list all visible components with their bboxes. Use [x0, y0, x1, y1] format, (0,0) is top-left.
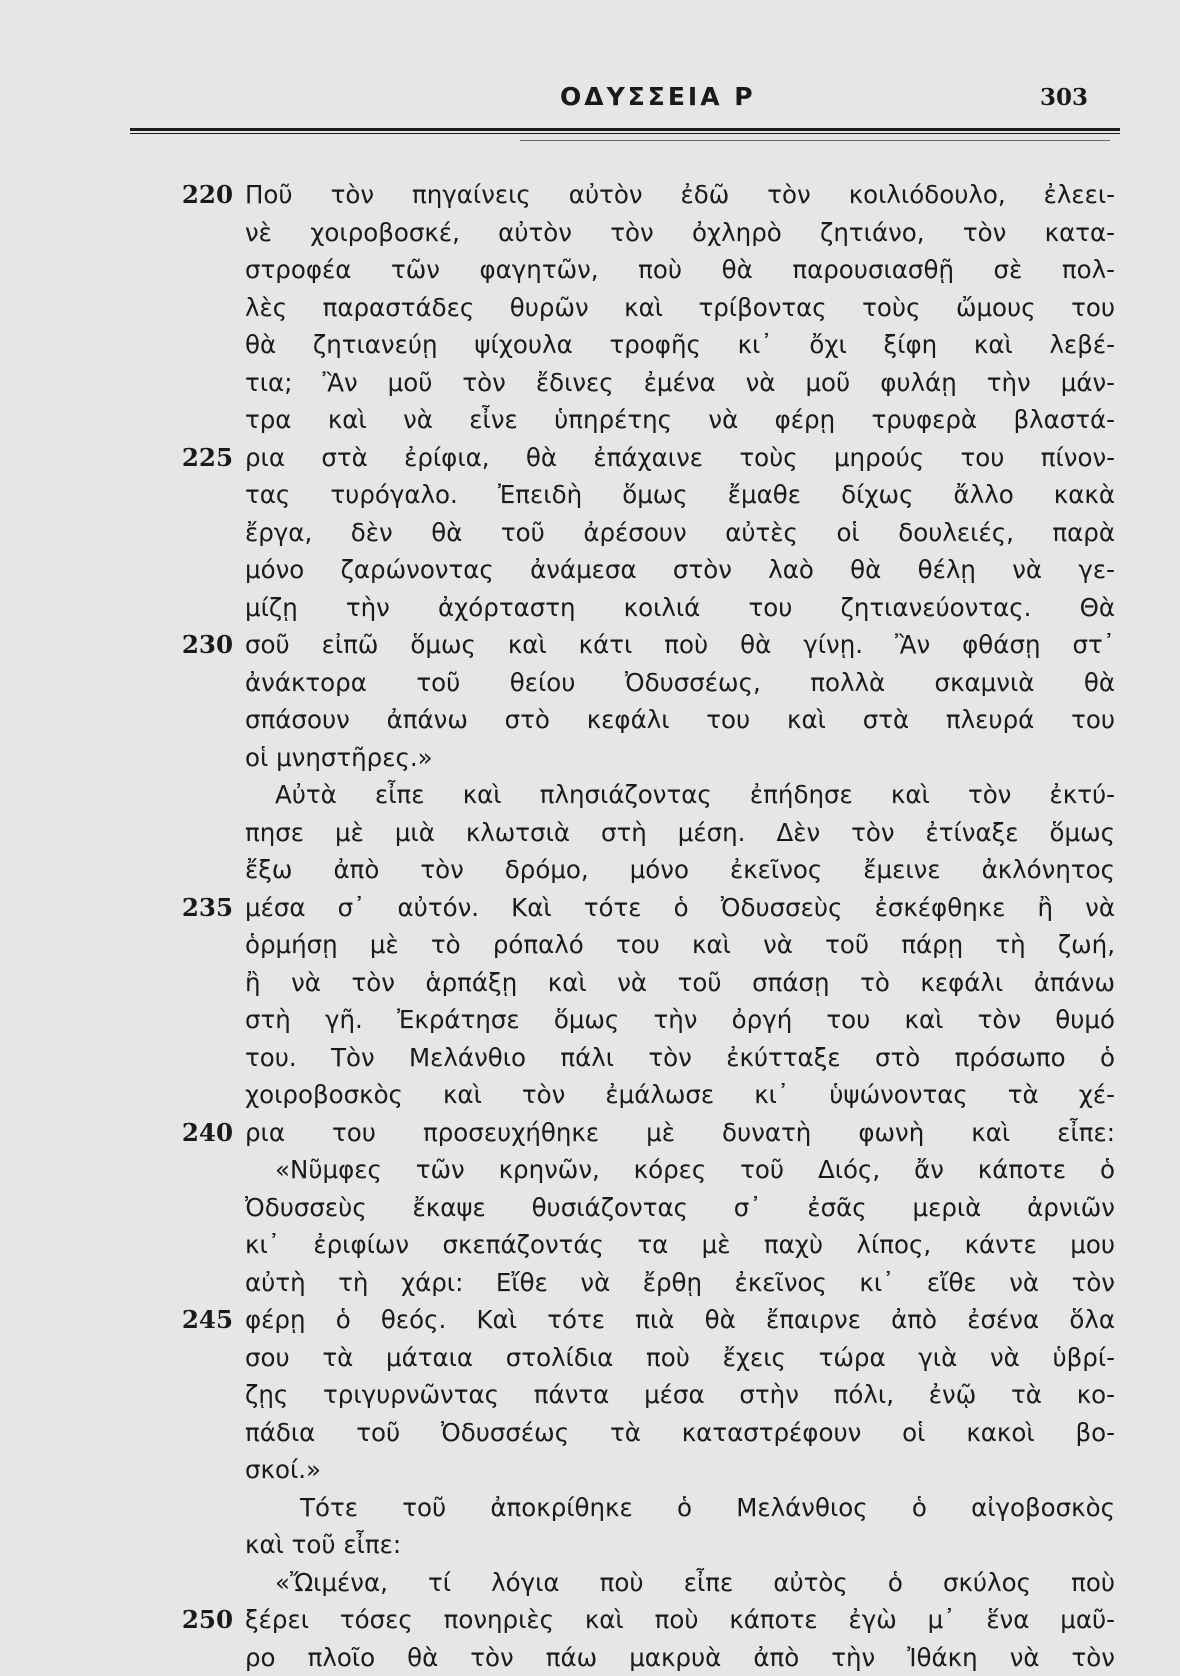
text-line — [0, 251, 1180, 289]
text-line — [0, 1226, 1180, 1264]
line-text: ρο πλοῖο θὰ τὸν πάω μακρυὰ ἀπὸ τὴν Ἰθάκη νὰ τὸν — [245, 1639, 1115, 1676]
text-line — [0, 626, 1180, 664]
text-line — [0, 1114, 1180, 1152]
line-text: ἀνάκτορα τοῦ θείου Ὀδυσσέως, πολλὰ σκαμνιὰ θὰ — [245, 664, 1115, 702]
line-text: Τότε τοῦ ἀποκρίθηκε ὁ Μελάνθιος ὁ αἰγοβοσκὸς — [300, 1489, 1115, 1527]
line-text: Ποῦ τὸν πηγαίνεις αὐτὸν ἐδῶ τὸν κοιλιόδουλο, ἐλεει- — [245, 176, 1115, 214]
text-line — [0, 1189, 1180, 1227]
text-line — [0, 1451, 1180, 1489]
text-line — [0, 701, 1180, 739]
line-text: κι᾽ ἐριφίων σκεπάζοντάς τα μὲ παχὺ λίπος, κάντε μου — [245, 1226, 1115, 1264]
line-number: 230 — [181, 626, 233, 664]
line-text: του. Τὸν Μελάνθιο πάλι τὸν ἐκύτταξε στὸ πρόσωπο ὁ — [245, 1039, 1115, 1077]
text-line — [0, 664, 1180, 702]
text-line — [0, 514, 1180, 552]
text-line — [0, 926, 1180, 964]
text-line — [0, 1376, 1180, 1414]
text-line — [0, 214, 1180, 252]
line-text: σπάσουν ἀπάνω στὸ κεφάλι του καὶ στὰ πλευρά του — [245, 701, 1115, 739]
line-text: σου τὰ μάταια στολίδια ποὺ ἔχεις τώρα γιὰ νὰ ὑβρί- — [245, 1339, 1115, 1377]
text-line — [0, 476, 1180, 514]
line-text: ξέρει τόσες πονηριὲς καὶ ποὺ κάποτε ἐγὼ μ᾽ ἕνα μαῦ- — [245, 1601, 1115, 1639]
line-text: στὴ γῆ. Ἐκράτησε ὅμως τὴν ὀργή του καὶ τὸν θυμό — [245, 1001, 1115, 1039]
line-text: ἔργα, δὲν θὰ τοῦ ἀρέσουν αὐτὲς οἱ δουλειές, παρὰ — [245, 514, 1115, 552]
text-line — [0, 776, 1180, 814]
text-line — [0, 889, 1180, 927]
line-text: σοῦ εἰπῶ ὅμως καὶ κάτι ποὺ θὰ γίνῃ. Ἂν φθάσῃ στ᾽ — [245, 626, 1115, 664]
line-text: πάδια τοῦ Ὀδυσσέως τὰ καταστρέφουν οἱ κακοὶ βο- — [245, 1414, 1115, 1452]
text-line — [0, 551, 1180, 589]
line-text: ὁρμήσῃ μὲ τὸ ρόπαλό του καὶ νὰ τοῦ πάρῃ τὴ ζωή, — [245, 926, 1115, 964]
text-line — [0, 1039, 1180, 1077]
text-line — [0, 1564, 1180, 1602]
header-rule-thin — [130, 133, 1120, 134]
text-line — [0, 814, 1180, 852]
text-line — [0, 439, 1180, 477]
text-line — [0, 1301, 1180, 1339]
line-text: λὲς παραστάδες θυρῶν καὶ τρίβοντας τοὺς ὤμους του — [245, 289, 1115, 327]
line-text: τια; Ἂν μοῦ τὸν ἔδινες ἐμένα νὰ μοῦ φυλάῃ τὴν μάν- — [245, 364, 1115, 402]
line-text: «Ὤιμένα, τί λόγια ποὺ εἶπε αὐτὸς ὁ σκύλος ποὺ — [275, 1564, 1115, 1602]
line-text: ἔξω ἀπὸ τὸν δρόμο, μόνο ἐκεῖνος ἔμεινε ἀκλόνητος — [245, 851, 1115, 889]
line-text: ρια του προσευχήθηκε μὲ δυνατὴ φωνὴ καὶ εἶπε: — [245, 1114, 1115, 1152]
text-line — [0, 1489, 1180, 1527]
page-number: 303 — [1040, 84, 1088, 111]
text-line — [0, 364, 1180, 402]
line-text: νὲ χοιροβοσκέ, αὐτὸν τὸν ὀχληρὸ ζητιάνο, τὸν κατα- — [245, 214, 1115, 252]
text-line — [0, 1526, 1180, 1564]
line-text: μέσα σ᾽ αὐτόν. Καὶ τότε ὁ Ὀδυσσεὺς ἐσκέφθηκε ἢ νὰ — [245, 889, 1115, 927]
line-text: φέρῃ ὁ θεός. Καὶ τότε πιὰ θὰ ἔπαιρνε ἀπὸ ἐσένα ὅλα — [245, 1301, 1115, 1339]
line-number: 240 — [181, 1114, 233, 1152]
text-line — [0, 851, 1180, 889]
text-line — [0, 739, 1180, 777]
running-title: ΟΔΥΣΣΕΙΑ Ρ — [560, 82, 756, 111]
line-text: Αὐτὰ εἶπε καὶ πλησιάζοντας ἐπήδησε καὶ τὸν ἐκτύ- — [275, 776, 1115, 814]
line-text: ἢ νὰ τὸν ἁρπάξῃ καὶ νὰ τοῦ σπάσῃ τὸ κεφάλι ἀπάνω — [245, 964, 1115, 1002]
line-number: 220 — [181, 176, 233, 214]
body-text — [0, 176, 1180, 1676]
line-number: 235 — [181, 889, 233, 927]
text-line — [0, 1001, 1180, 1039]
text-line — [0, 1264, 1180, 1302]
text-line — [0, 401, 1180, 439]
text-line — [0, 1414, 1180, 1452]
line-text: χοιροβοσκὸς καὶ τὸν ἐμάλωσε κι᾽ ὑψώνοντας τὰ χέ- — [245, 1076, 1115, 1114]
text-line — [0, 1151, 1180, 1189]
line-text: ζῃς τριγυρνῶντας πάντα μέσα στὴν πόλι, ἐνῷ τὰ κο- — [245, 1376, 1115, 1414]
line-text: πησε μὲ μιὰ κλωτσιὰ στὴ μέση. Δὲν τὸν ἐτίναξε ὅμως — [245, 814, 1115, 852]
text-line — [0, 589, 1180, 627]
text-line — [0, 1339, 1180, 1377]
text-line — [0, 964, 1180, 1002]
line-text: «Νῦμφες τῶν κρηνῶν, κόρες τοῦ Διός, ἄν κάποτε ὁ — [275, 1151, 1115, 1189]
line-text: καὶ τοῦ εἶπε: — [245, 1526, 1115, 1564]
line-text: σκοί.» — [245, 1451, 1115, 1489]
line-text: στροφέα τῶν φαγητῶν, ποὺ θὰ παρουσιασθῇ σὲ πολ- — [245, 251, 1115, 289]
line-text: οἱ μνηστῆρες.» — [245, 739, 1115, 777]
line-text: τας τυρόγαλο. Ἐπειδὴ ὅμως ἔμαθε δίχως ἄλλο κακὰ — [245, 476, 1115, 514]
line-text: Ὀδυσσεὺς ἔκαψε θυσιάζοντας σ᾽ ἐσᾶς μεριὰ ἀρνιῶν — [245, 1189, 1115, 1227]
text-line — [0, 1076, 1180, 1114]
text-line — [0, 1639, 1180, 1676]
line-text: τρα καὶ νὰ εἶνε ὑπηρέτης νὰ φέρῃ τρυφερὰ βλαστά- — [245, 401, 1115, 439]
line-text: μόνο ζαρώνοντας ἀνάμεσα στὸν λαὸ θὰ θέλῃ νὰ γε- — [245, 551, 1115, 589]
text-line — [0, 1601, 1180, 1639]
line-number: 245 — [181, 1301, 233, 1339]
text-line — [0, 289, 1180, 327]
header-rule — [130, 128, 1120, 131]
text-line — [0, 176, 1180, 214]
line-text: θὰ ζητιανεύῃ ψίχουλα τροφῆς κι᾽ ὄχι ξίφη καὶ λεβέ- — [245, 326, 1115, 364]
line-text: αὐτὴ τὴ χάρι: Εἴθε νὰ ἔρθῃ ἐκεῖνος κι᾽ εἴθε νὰ τὸν — [245, 1264, 1115, 1302]
line-text: ρια στὰ ἐρίφια, θὰ ἐπάχαινε τοὺς μηρούς του πίνον- — [245, 439, 1115, 477]
line-number: 225 — [181, 439, 233, 477]
header-rule-faint — [520, 140, 1110, 141]
line-text: μίζῃ τὴν ἀχόρταστη κοιλιά του ζητιανεύοντας. Θὰ — [245, 589, 1115, 627]
line-number: 250 — [181, 1601, 233, 1639]
page-header — [0, 82, 1180, 122]
text-line — [0, 326, 1180, 364]
